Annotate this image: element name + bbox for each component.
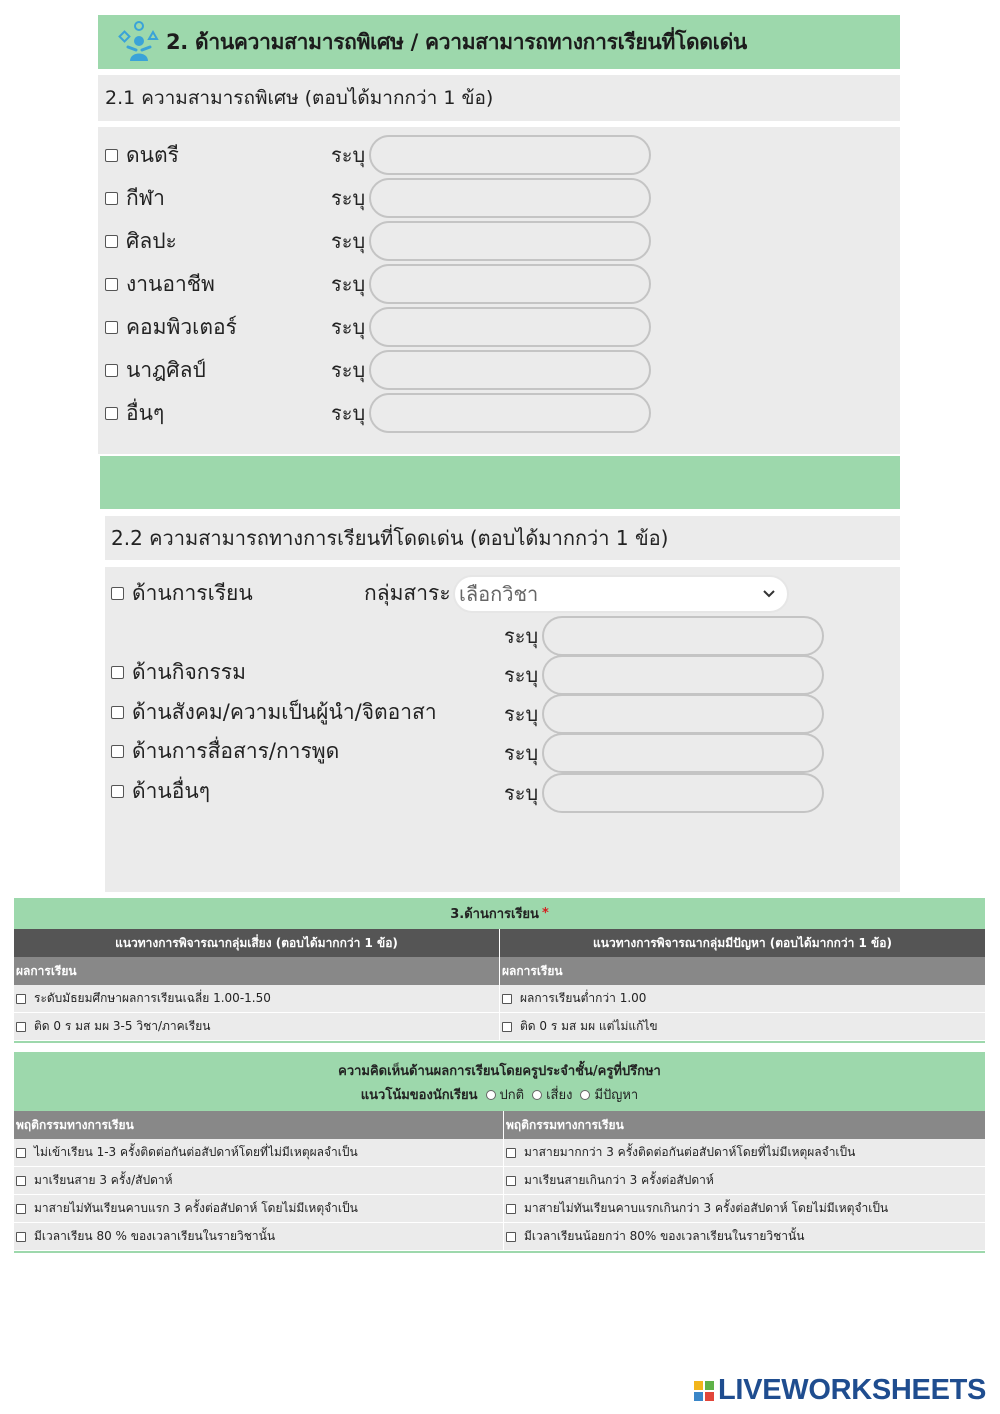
people-icon	[116, 19, 162, 65]
special-item-label: กีฬา	[126, 185, 165, 210]
problem-behavior-text: มาสายมากกว่า 3 ครั้งติดต่อกันต่อสัปดาห์โดยที่ไม่มีเหตุผลจำเป็น	[524, 1145, 856, 1159]
communication-item-label: ด้านการสื่อสาร/การพูด	[132, 738, 340, 763]
checkbox[interactable]	[16, 1148, 26, 1158]
other-item[interactable]	[111, 771, 210, 811]
specify-label: ระบุ	[331, 143, 366, 167]
trend-option-problem[interactable]	[580, 1084, 638, 1105]
behavior-table	[14, 1052, 985, 1253]
problem-result-text: ติด 0 ร มส มผ แต่ไม่แก้ไข	[520, 1019, 658, 1033]
special-item-music[interactable]	[105, 135, 179, 175]
specify-input-art[interactable]	[369, 221, 651, 261]
risk-behavior-text: ไม่เข้าเรียน 1-3 ครั้งติดต่อกันต่อสัปดาห์โดยที่ไม่มีเหตุผลจำเป็น	[34, 1145, 358, 1159]
result-label-right: ผลการเรียน	[499, 957, 985, 985]
activity-item[interactable]	[111, 652, 246, 692]
checkbox[interactable]	[105, 192, 118, 205]
risk-column-header: แนวทางการพิจารณากลุ่มเสี่ยง (ตอบได้มากกว่า 1 ข้อ)	[14, 929, 499, 957]
checkbox[interactable]	[111, 587, 124, 600]
behavior-label-left: พฤติกรรมทางการเรียน	[14, 1111, 503, 1139]
checkbox[interactable]	[111, 666, 124, 679]
specify-label: ระบุ	[504, 781, 539, 805]
section2-header	[98, 15, 900, 69]
checkbox[interactable]	[502, 994, 512, 1004]
brand-text: LIVEWORKSHEETS	[718, 1374, 987, 1406]
specify-input-social[interactable]	[542, 694, 824, 734]
specify-input-other2[interactable]	[542, 773, 824, 813]
checkbox[interactable]	[502, 1022, 512, 1032]
section2-title: 2. ด้านความสามารถพิเศษ / ความสามารถทางการเรียนที่โดดเด่น	[166, 29, 747, 54]
checkbox[interactable]	[111, 706, 124, 719]
risk-behavior-row[interactable]	[14, 1223, 503, 1251]
checkbox[interactable]	[105, 364, 118, 377]
problem-result-text: ผลการเรียนต่ำกว่า 1.00	[520, 991, 647, 1005]
liveworksheets-logo	[693, 1374, 986, 1407]
risk-behavior-text: มาเรียนสาย 3 ครั้ง/สัปดาห์	[34, 1173, 173, 1187]
checkbox[interactable]	[16, 1232, 26, 1242]
problem-behavior-text: มีเวลาเรียนน้อยกว่า 80% ของเวลาเรียนในรายวิชานั้น	[524, 1229, 805, 1243]
checkbox[interactable]	[16, 1176, 26, 1186]
study-item[interactable]	[111, 573, 253, 613]
specify-input-dance[interactable]	[369, 350, 651, 390]
academic-ability-panel	[105, 567, 900, 892]
risk-behavior-row[interactable]	[14, 1139, 503, 1167]
subject-select[interactable]	[453, 575, 789, 613]
special-item-label: คอมพิวเตอร์	[126, 314, 237, 339]
study-item-label: ด้านการเรียน	[132, 580, 253, 605]
special-item-sport[interactable]	[105, 178, 165, 218]
section3-title-text: 3.ด้านการเรียน	[450, 907, 539, 922]
special-ability-heading: 2.1 ความสามารถพิเศษ (ตอบได้มากกว่า 1 ข้อ)	[98, 75, 900, 121]
checkbox[interactable]	[16, 994, 26, 1004]
radio-button[interactable]	[532, 1090, 542, 1100]
social-item[interactable]	[111, 692, 437, 732]
section-divider-band	[100, 456, 900, 509]
special-ability-panel	[98, 127, 900, 454]
activity-item-label: ด้านกิจกรรม	[132, 659, 246, 684]
specify-label: ระบุ	[504, 702, 539, 726]
checkbox[interactable]	[105, 321, 118, 334]
specify-label: ระบุ	[331, 315, 366, 339]
specify-input-career[interactable]	[369, 264, 651, 304]
opinion-header	[14, 1052, 985, 1111]
risk-behavior-row[interactable]	[14, 1195, 503, 1223]
social-item-label: ด้านสังคม/ความเป็นผู้นำ/จิตอาสา	[132, 699, 437, 724]
opinion-title: ความคิดเห็นด้านผลการเรียนโดยครูประจำชั้น/ครูที่ปรึกษา	[338, 1064, 661, 1079]
specify-label: ระบุ	[331, 186, 366, 210]
specify-input-study[interactable]	[542, 616, 824, 656]
checkbox[interactable]	[105, 407, 118, 420]
trend-option-label: มีปัญหา	[594, 1088, 639, 1103]
specify-input-communication[interactable]	[542, 733, 824, 773]
specify-label: ระบุ	[504, 624, 539, 648]
section3-title	[14, 898, 985, 929]
risk-behavior-text: มีเวลาเรียน 80 % ของเวลาเรียนในรายวิชานั้น	[34, 1229, 276, 1243]
special-item-label: นาฎศิลป์	[126, 357, 206, 382]
specify-label: ระบุ	[331, 401, 366, 425]
specify-label: ระบุ	[331, 272, 366, 296]
checkbox[interactable]	[105, 235, 118, 248]
special-item-label: ดนตรี	[126, 142, 179, 167]
checkbox[interactable]	[16, 1022, 26, 1032]
results-table	[14, 898, 985, 1043]
problem-column-header: แนวทางการพิจารณากลุ่มมีปัญหา (ตอบได้มากกว่า 1 ข้อ)	[499, 929, 985, 957]
result-label-left: ผลการเรียน	[14, 957, 499, 985]
problem-result-row[interactable]	[499, 985, 985, 1013]
risk-behavior-row[interactable]	[14, 1167, 503, 1195]
specify-input-computer[interactable]	[369, 307, 651, 347]
checkbox[interactable]	[111, 745, 124, 758]
checkbox[interactable]	[506, 1232, 516, 1242]
specify-label: ระบุ	[331, 358, 366, 382]
checkbox[interactable]	[105, 149, 118, 162]
trend-option-label: ปกติ	[499, 1088, 525, 1103]
other-item-label: ด้านอื่นๆ	[132, 778, 211, 803]
risk-result-text: ติด 0 ร มส มผ 3-5 วิชา/ภาคเรียน	[34, 1019, 211, 1033]
problem-behavior-row[interactable]	[503, 1167, 985, 1195]
problem-result-row[interactable]	[499, 1013, 985, 1041]
trend-label: แนวโน้มของนักเรียน	[360, 1088, 478, 1103]
checkbox[interactable]	[506, 1176, 516, 1186]
checkbox[interactable]	[506, 1148, 516, 1158]
specify-input-sport[interactable]	[369, 178, 651, 218]
special-item-label: งานอาชีพ	[126, 271, 215, 296]
special-item-other[interactable]	[105, 393, 164, 433]
special-item-label: อื่นๆ	[126, 400, 165, 425]
specify-input-music[interactable]	[369, 135, 651, 175]
radio-button[interactable]	[486, 1090, 496, 1100]
risk-result-row[interactable]	[14, 985, 499, 1013]
trend-option-normal[interactable]	[486, 1084, 525, 1105]
special-item-label: ศิลปะ	[126, 228, 177, 253]
communication-item[interactable]	[111, 731, 339, 771]
specify-label: ระบุ	[504, 741, 539, 765]
specify-label: ระบุ	[331, 229, 366, 253]
problem-behavior-row[interactable]	[503, 1139, 985, 1167]
checkbox[interactable]	[105, 278, 118, 291]
special-item-computer[interactable]	[105, 307, 237, 347]
risk-behavior-text: มาสายไม่ทันเรียนคาบแรก 3 ครั้งต่อสัปดาห์ โดยไม่มีเหตุจำเป็น	[34, 1201, 358, 1215]
table-bottom-line	[14, 1251, 985, 1253]
group-label: กลุ่มสาระ	[364, 580, 451, 605]
chevron-down-icon	[761, 585, 777, 601]
risk-result-text: ระดับมัธยมศึกษาผลการเรียนเฉลี่ย 1.00-1.50	[34, 991, 271, 1005]
trend-row	[14, 1084, 985, 1105]
specify-label: ระบุ	[504, 663, 539, 687]
checkbox[interactable]	[16, 1204, 26, 1214]
specify-input-activity[interactable]	[542, 655, 824, 695]
checkbox[interactable]	[506, 1204, 516, 1214]
problem-behavior-row[interactable]	[503, 1223, 985, 1251]
required-mark: *	[541, 906, 549, 921]
special-item-dance[interactable]	[105, 350, 206, 390]
behavior-label-right: พฤติกรรมทางการเรียน	[503, 1111, 985, 1139]
special-item-career[interactable]	[105, 264, 215, 304]
academic-ability-heading: 2.2 ความสามารถทางการเรียนที่โดดเด่น (ตอบได้มากกว่า 1 ข้อ)	[105, 516, 900, 560]
specify-input-other[interactable]	[369, 393, 651, 433]
liveworksheets-logo-icon	[693, 1380, 715, 1402]
table-bottom-line	[14, 1041, 985, 1043]
checkbox[interactable]	[111, 785, 124, 798]
special-item-art[interactable]	[105, 221, 177, 261]
problem-behavior-row[interactable]	[503, 1195, 985, 1223]
problem-behavior-text: มาสายไม่ทันเรียนคาบแรกเกินกว่า 3 ครั้งต่อสัปดาห์ โดยไม่มีเหตุจำเป็น	[524, 1201, 889, 1215]
trend-option-risk[interactable]	[532, 1084, 572, 1105]
subject-select-value: เลือกวิชา	[459, 582, 539, 606]
risk-result-row[interactable]	[14, 1013, 499, 1041]
trend-option-label: เสี่ยง	[546, 1088, 573, 1103]
radio-button[interactable]	[580, 1090, 590, 1100]
problem-behavior-text: มาเรียนสายเกินกว่า 3 ครั้งต่อสัปดาห์	[524, 1173, 714, 1187]
